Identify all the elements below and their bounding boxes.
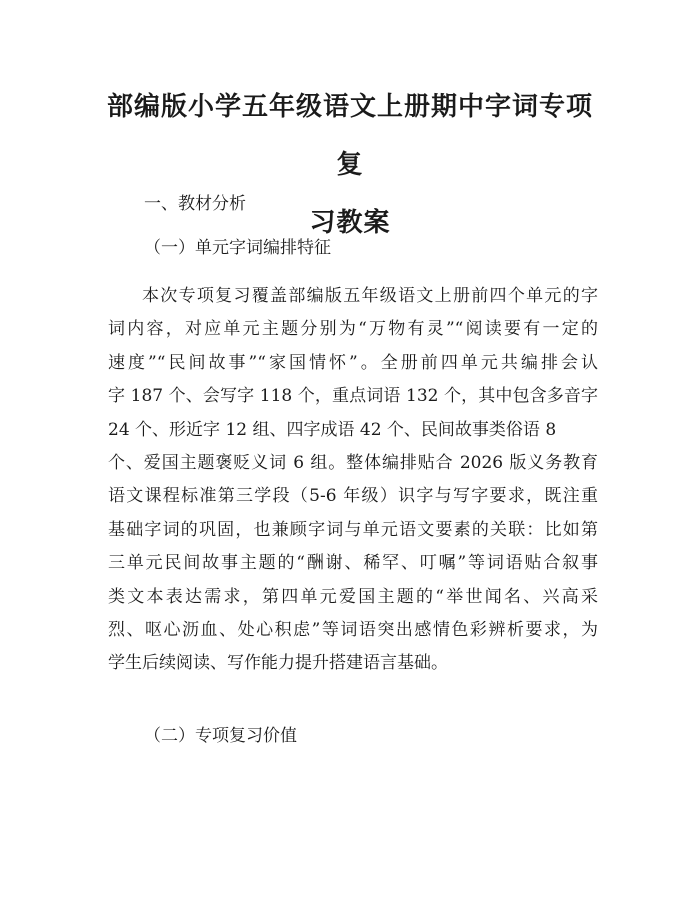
- paragraph-line: 基础字词的巩固，也兼顾字词与单元语文要素的关联：比如第: [108, 519, 598, 540]
- subsection-heading-review-value: （二）专项复习价值: [144, 726, 297, 746]
- paragraph-line: 词内容，对应单元主题分别为“万物有灵”“阅读要有一定的: [108, 319, 598, 340]
- paragraph-line: 三单元民间故事主题的“酬谢、稀罕、叮嘱”等词语贴合叙事: [108, 553, 598, 574]
- paragraph-line: 24 个、形近字 12 组、四字成语 42 个、民间故事类俗语 8: [108, 419, 557, 440]
- paragraph-line: 学生后续阅读、写作能力提升搭建语言基础。: [108, 653, 448, 674]
- paragraph-line: 类文本表达需求，第四单元爱国主题的“举世闻名、兴高采: [108, 586, 598, 607]
- paragraph-line: 速度”“民间故事”“家国情怀”。全册前四单元共编排会认: [108, 352, 598, 373]
- section-heading-teaching-material-analysis: 一、教材分析: [144, 194, 246, 214]
- paragraph-line: 字 187 个、会写字 118 个，重点词语 132 个，其中包含多音字: [108, 386, 598, 407]
- document-title: [100, 78, 600, 252]
- title-line-2: 习教案: [309, 208, 391, 238]
- paragraph-line: 烈、呕心沥血、处心积虑”等词语突出感情色彩辨析要求，为: [108, 619, 598, 640]
- paragraph-line: 个、爱国主题褒贬义词 6 组。整体编排贴合 2026 版义务教育: [108, 452, 598, 473]
- paragraph-line: 语文课程标准第三学段（5-6 年级）识字与写字要求，既注重: [108, 486, 598, 507]
- body-paragraph: [108, 280, 598, 681]
- paragraph-line: 本次专项复习覆盖部编版五年级语文上册前四个单元的字: [142, 286, 598, 306]
- title-line-1: 部编版小学五年级语文上册期中字词专项复: [106, 92, 593, 180]
- subsection-heading-unit-words: （一）单元字词编排特征: [144, 238, 331, 258]
